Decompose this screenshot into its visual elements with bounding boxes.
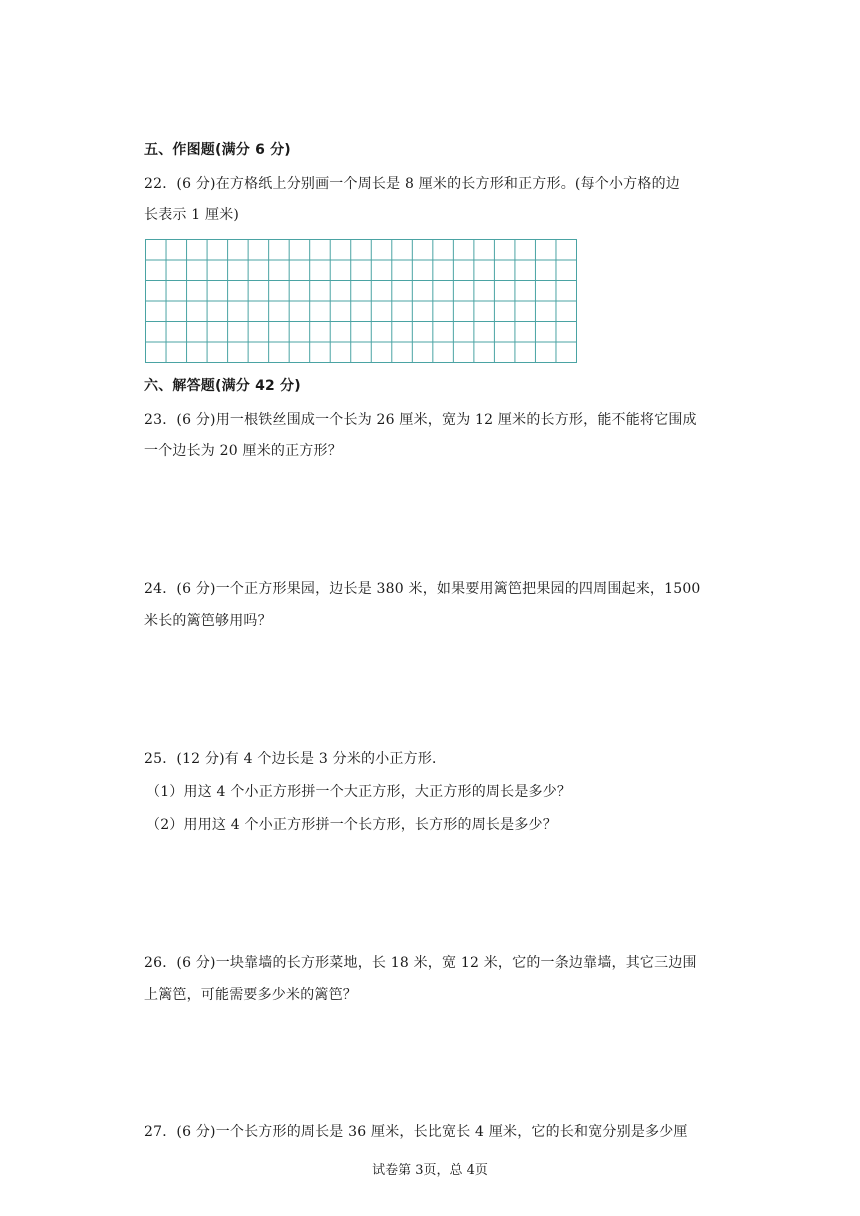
section-5-heading: 五、作图题(满分 6 分): [144, 142, 291, 158]
question-23-line-2: 一个边长为 20 厘米的正方形？: [144, 443, 342, 459]
question-26-line-2: 上篱笆，可能需要多少米的篱笆？: [144, 987, 357, 1003]
question-26-line-1: 26．(6 分)一块靠墙的长方形菜地，长 18 米，宽 12 米，它的一条边靠墙，其它三边围: [144, 955, 697, 971]
grid-paper: [145, 239, 577, 363]
question-22-line-1: 22．(6 分)在方格纸上分别画一个周长是 8 厘米的长方形和正方形。(每个小方格的边: [144, 176, 680, 192]
question-25-sub-2: （2）用用这 4 个小正方形拼一个长方形，长方形的周长是多少？: [146, 817, 557, 833]
question-24-line-2: 米长的篱笆够用吗？: [144, 613, 272, 629]
question-22-line-2: 长表示 1 厘米): [144, 207, 240, 223]
question-25-line-1: 25．(12 分)有 4 个边长是 3 分米的小正方形．: [144, 751, 447, 767]
page-footer: 试卷第 3页，总 4页: [372, 1163, 488, 1178]
question-25-sub-1: （1）用这 4 个小正方形拼一个大正方形，大正方形的周长是多少？: [146, 784, 572, 800]
section-6-heading: 六、解答题(满分 42 分): [144, 378, 301, 394]
question-24-line-1: 24．(6 分)一个正方形果园，边长是 380 米，如果要用篱笆把果园的四周围起来，1500: [144, 581, 701, 597]
question-27-line-1: 27．(6 分)一个长方形的周长是 36 厘米，长比宽长 4 厘米，它的长和宽分别是多少厘: [144, 1124, 688, 1140]
question-23-line-1: 23．(6 分)用一根铁丝围成一个长为 26 厘米，宽为 12 厘米的长方形，能不能将它围成: [144, 412, 697, 428]
